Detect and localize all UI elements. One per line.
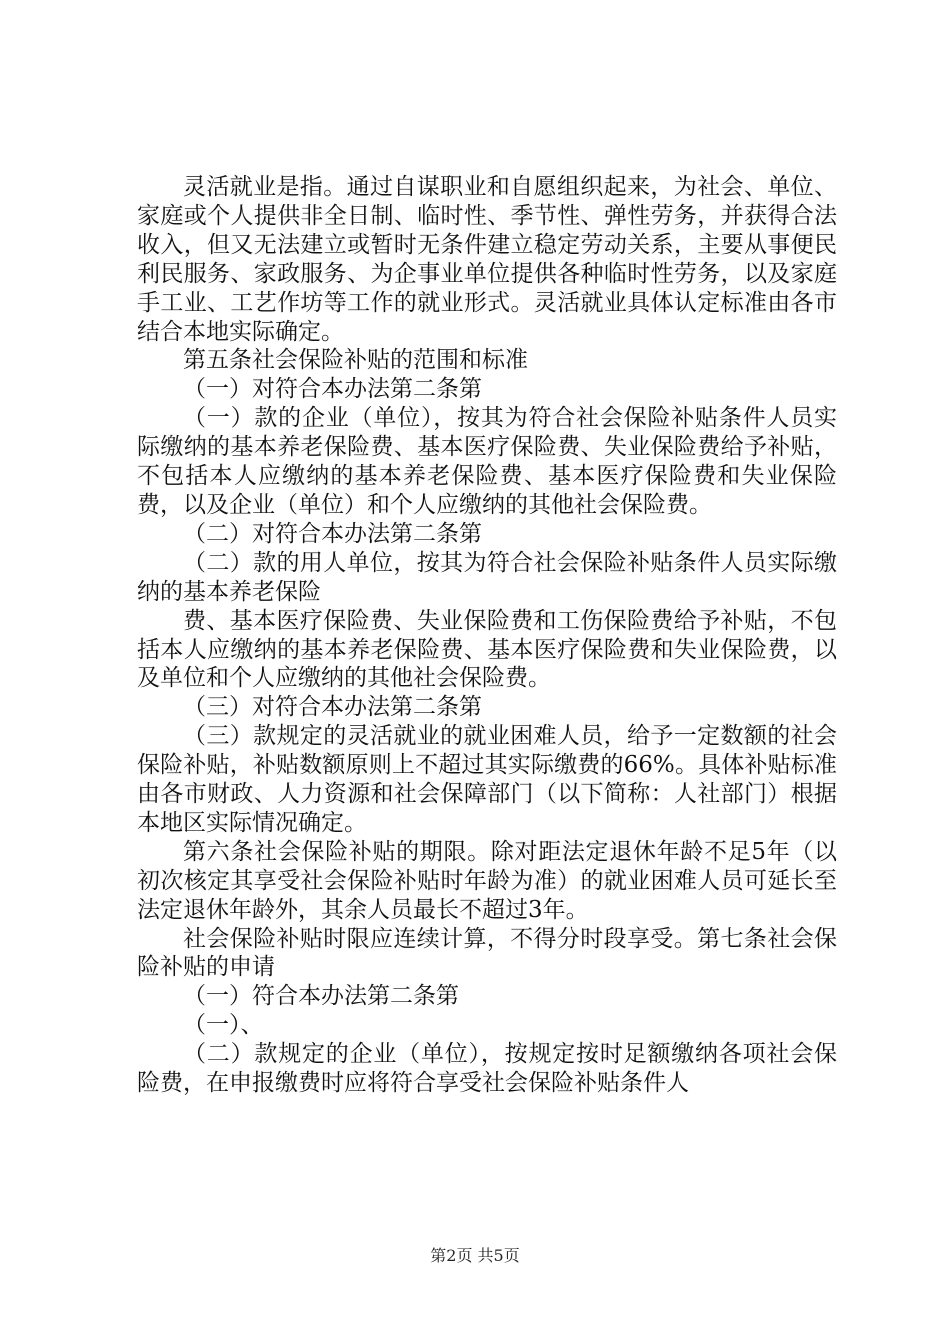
paragraph-item-2-continued: 费、基本医疗保险费、失业保险费和工伤保险费给予补贴，不包括本人应缴纳的基本养老保险费、基本医疗保险费和失业保险费，以及单位和个人应缴纳的其他社会保险费。 — [137, 607, 837, 692]
paragraph-item-1-body: （一）款的企业（单位），按其为符合社会保险补贴条件人员实际缴纳的基本养老保险费、基本医疗保险费、失业保险费给予补贴，不包括本人应缴纳的基本养老保险费、基本医疗保险费和失业保险费，以及企业（单位）和个人应缴纳的其他社会保险费。 — [137, 405, 837, 518]
paragraph-item-1-intro: （一）对符合本办法第二条第 — [183, 376, 482, 403]
paragraph-item-2-intro: （二）对符合本办法第二条第 — [183, 520, 482, 547]
paragraph-flexible-employment-definition: 灵活就业是指。通过自谋职业和自愿组织起来，为社会、单位、家庭或个人提供非全日制、临时性、季节性、弹性劳务，并获得合法收入，但又无法建立或暂时无条件建立稳定劳动关系，主要从事便民利民服务、家政服务、为企事业单位提供各种临时性劳务，以及家庭手工业、工艺作坊等工作的就业形式。灵活就业具体认定标准由各市结合本地实际确定。 — [137, 174, 837, 345]
document-body — [137, 173, 837, 1098]
paragraph-article-6: 第六条社会保险补贴的期限。除对距法定退休年龄不足5年（以初次核定其享受社会保险补贴时年龄为准）的就业困难人员可延长至法定退休年龄外，其余人员最长不超过3年。 — [137, 838, 837, 923]
paragraph-item-3-body: （三）款规定的灵活就业的就业困难人员，给予一定数额的社会保险补贴，补贴数额原则上不超过其实际缴费的66%。具体补贴标准由各市财政、人力资源和社会保障部门（以下简称：人社部门）根据本地区实际情况确定。 — [137, 723, 837, 836]
paragraph-article-7-item-1-ref: （一）、 — [183, 1012, 264, 1039]
paragraph-article-7-item-1-intro: （一）符合本办法第二条第 — [183, 983, 459, 1010]
paragraph-article-5-heading: 第五条社会保险补贴的范围和标准 — [183, 347, 528, 374]
page-number-footer: 第2页 共5页 — [430, 1246, 520, 1265]
paragraph-item-3-intro: （三）对符合本办法第二条第 — [183, 694, 482, 721]
paragraph-article-7-item-2-body: （二）款规定的企业（单位），按规定按时足额缴纳各项社会保险费，在申报缴费时应将符合享受社会保险补贴条件人 — [137, 1041, 837, 1097]
paragraph-item-2-body: （二）款的用人单位，按其为符合社会保险补贴条件人员实际缴纳的基本养老保险 — [137, 549, 837, 605]
paragraph-subsidy-duration-article-7: 社会保险补贴时限应连续计算，不得分时段享受。第七条社会保险补贴的申请 — [137, 925, 837, 981]
